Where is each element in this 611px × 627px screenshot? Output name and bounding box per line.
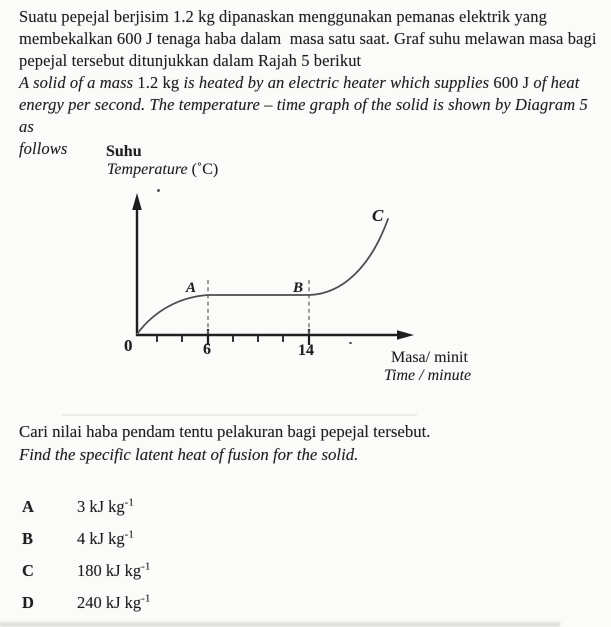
y-axis-label-malay: Suhu — [106, 143, 142, 160]
energy-value: 600 J — [493, 73, 530, 92]
y-axis-arrow-icon — [132, 193, 142, 210]
y-axis-label-english — [107, 161, 218, 179]
option-value-exponent: -1 — [141, 592, 151, 605]
y-axis-label-text: Temperature — [107, 161, 192, 178]
x-axis-label-malay: Masa/ minit — [391, 349, 468, 366]
intro-paragraph — [19, 6, 604, 160]
mass-value: 1.2 kg — [137, 73, 180, 92]
option-value — [77, 497, 134, 516]
option-value-text: 240 kJ kg — [77, 593, 142, 612]
point-label-b: B — [293, 280, 304, 296]
tick-label-6: 6 — [203, 341, 211, 358]
option-letter: A — [22, 497, 34, 516]
origin-label: 0 — [124, 336, 133, 355]
intro-english-text: is heated by an electric heater which supplies — [179, 73, 494, 92]
question-malay: Cari nilai haba pendam tentu pelakuran bagi pepejal tersebut. — [19, 422, 431, 441]
tick-label-14: 14 — [298, 342, 314, 359]
option-value-text: 4 kJ kg — [77, 529, 125, 548]
option-value — [77, 593, 150, 612]
question-english: Find the specific latent heat of fusion for the solid. — [19, 445, 359, 464]
intro-line-english-2: energy per second. The temperature – time graph of the solid is shown by Diagram 5 as — [19, 95, 593, 136]
option-value-text: 180 kJ kg — [77, 561, 142, 580]
question-block — [19, 420, 579, 466]
scan-dot-artifact — [349, 342, 352, 344]
scan-edge-artifact — [0, 622, 560, 627]
x-axis-arrow-icon — [397, 330, 414, 340]
intro-line-malay-2: membekalkan 600 J tenaga haba dalam masa satu saat. Graf suhu melawan masa bagi — [19, 29, 597, 48]
x-axis-label-english: Time / minute — [384, 367, 472, 384]
option-value-text: 3 kJ kg — [77, 497, 125, 516]
temperature-curve — [137, 219, 388, 334]
option-row-b — [22, 529, 134, 549]
scan-streak-artifact — [62, 414, 417, 416]
intro-line-malay-3: pepejal tersebut ditunjukkan dalam Rajah 5 berikut — [19, 51, 362, 70]
option-value-exponent: -1 — [141, 560, 151, 573]
option-row-c — [22, 561, 150, 581]
point-label-a: A — [186, 280, 197, 296]
option-value-exponent: -1 — [124, 496, 134, 509]
option-letter: C — [22, 561, 34, 580]
option-value-exponent: -1 — [124, 528, 134, 541]
y-axis-unit: (˚C) — [191, 161, 219, 178]
intro-line-english-3: follows — [19, 139, 68, 158]
option-letter: D — [22, 593, 34, 612]
option-value — [77, 529, 134, 548]
option-row-a — [22, 497, 134, 517]
scan-dot-artifact — [157, 189, 160, 192]
intro-line-malay-1: Suatu pepejal berjisim 1.2 kg dipanaskan menggunakan pemanas elektrik yang — [19, 7, 547, 26]
intro-english-text: A solid of a mass — [19, 73, 138, 92]
option-row-d — [22, 593, 150, 613]
option-value — [77, 561, 150, 580]
point-label-c: C — [372, 206, 384, 225]
intro-line-english-1 — [19, 72, 604, 94]
option-letter: B — [22, 529, 34, 548]
intro-english-text: of heat — [529, 73, 580, 92]
